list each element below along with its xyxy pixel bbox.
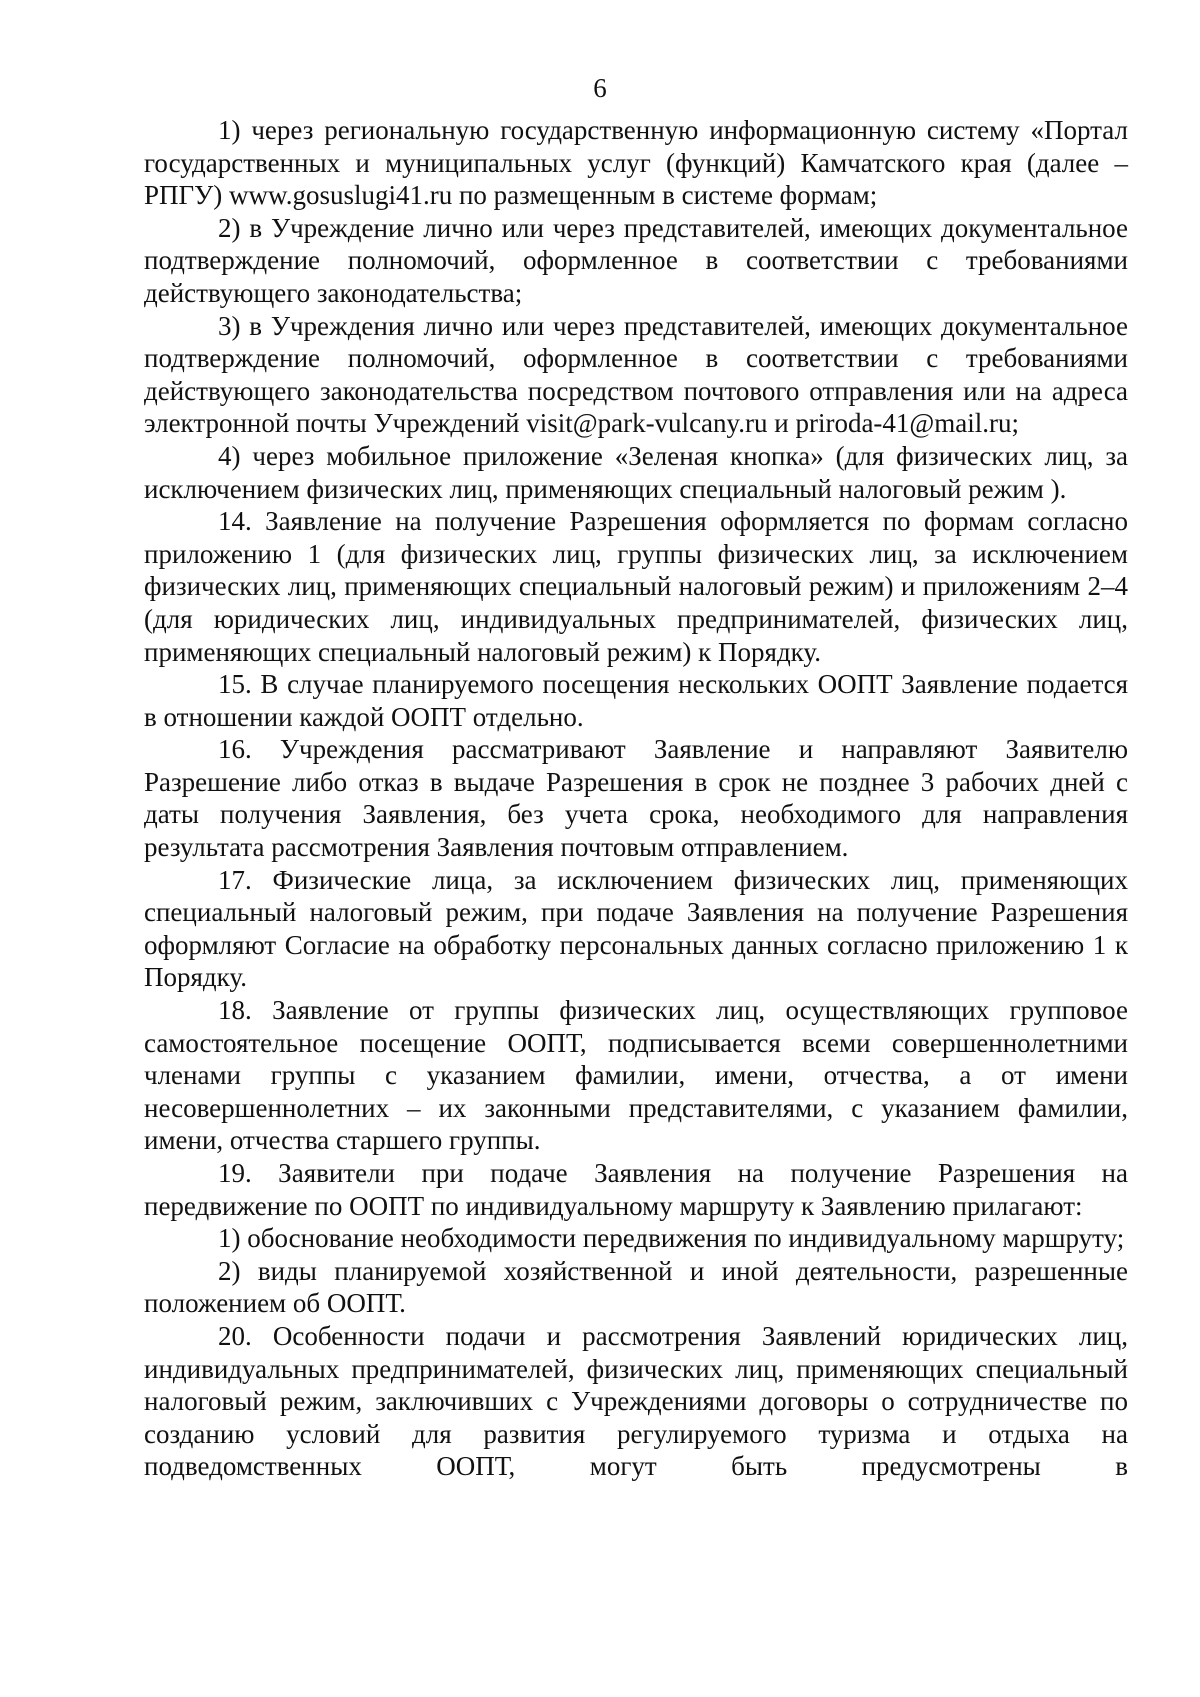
paragraph-20: 20. Особенности подачи и рассмотрения Заявлений юридических лиц, индивидуальных предпринимателей, физических лиц, применяющих специальный налоговый режим, заключивших с Учреждениями договоры о сотрудничестве по созданию условий для развития регулируемого туризма и отдыха на подведомственных ООПТ, могут быть предусмотрены в (144, 1320, 1128, 1482)
paragraph-19-item-1: 1) обоснование необходимости передвижения по индивидуальному маршруту; (218, 1223, 1125, 1254)
paragraph-item-4-mobile-app: 4) через мобильное приложение «Зеленая кнопка» (для физических лиц, за исключением физических лиц, применяющих специальный налоговый режим ). (144, 440, 1128, 504)
page-number: 6 (593, 73, 607, 103)
paragraph-19-item-2: 2) виды планируемой хозяйственной и иной деятельности, разрешенные положением об ООПТ. (144, 1255, 1128, 1319)
paragraph-14: 14. Заявление на получение Разрешения оформляется по формам согласно приложению 1 (для физических лиц, группы физических лиц, за исключением физических лиц, применяющих специальный налоговый режим) и приложениям 2–4 (для юридических лиц, индивидуальных предпринимателей, физических лиц, применяющих специальный налоговый режим) к Порядку. (144, 506, 1128, 667)
paragraph-15: 15. В случае планируемого посещения нескольких ООПТ Заявление подается в отношении каждой ООПТ отдельно. (144, 669, 1128, 732)
paragraph-item-3-by-mail: 3) в Учреждения лично или через представителей, имеющих документальное подтверждение полномочий, оформленное в соответствии с требованиями действующего законодательства посредством почтового отправления или на адреса электронной почты Учреждений visit@park-vulcany.ru и priroda-41@mail.ru; (144, 310, 1128, 439)
paragraph-18: 18. Заявление от группы физических лиц, осуществляющих групповое самостоятельное посещение ООПТ, подписывается всеми совершеннолетними членами группы с указанием фамилии, имени, отчества, а от имени несовершеннолетних – их законными представителями, с указанием фамилии, имени, отчества старшего группы. (144, 995, 1128, 1156)
paragraph-item-2-in-person: 2) в Учреждение лично или через представителей, имеющих документальное подтверждение полномочий, оформленное в соответствии с требованиями действующего законодательства; (144, 212, 1128, 308)
paragraph-16: 16. Учреждения рассматривают Заявление и направляют Заявителю Разрешение либо отказ в выдаче Разрешения в срок не позднее 3 рабочих дней с даты получения Заявления, без учета срока, необходимого для направления результата рассмотрения Заявления почтовым отправлением. (144, 734, 1128, 863)
paragraph-19: 19. Заявители при подаче Заявления на получение Разрешения на передвижение по ООПТ по индивидуальному маршруту к Заявлению прилагают: (144, 1158, 1128, 1221)
paragraph-item-1-rpgu: 1) через региональную государственную информационную систему «Портал государственных и муниципальных услуг (функций) Камчатского края (далее – РПГУ) www.gosuslugi41.ru по размещенным в системе формам; (144, 115, 1128, 211)
paragraph-17: 17. Физические лица, за исключением физических лиц, применяющих специальный налоговый режим, при подаче Заявления на получение Разрешения оформляют Согласие на обработку персональных данных согласно приложению 1 к Порядку. (144, 864, 1128, 993)
document-body (144, 114, 1128, 1483)
